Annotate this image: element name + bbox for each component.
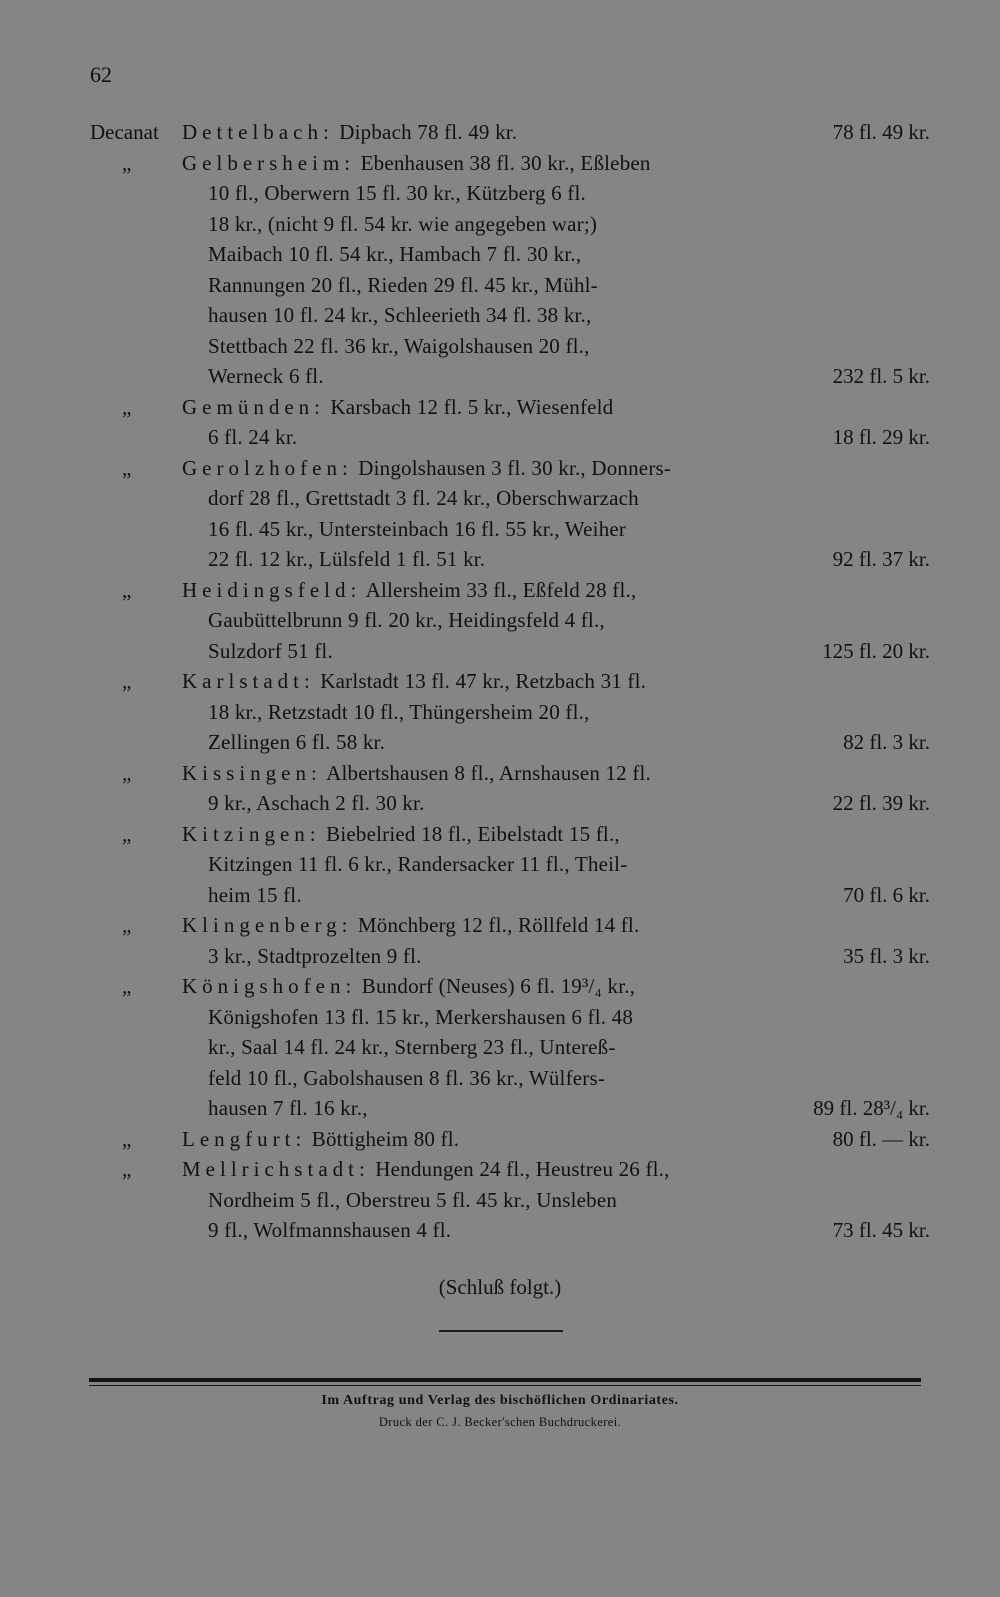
entry-line bbox=[90, 697, 930, 728]
deanery-entry bbox=[90, 1154, 930, 1246]
deanery-entry bbox=[90, 148, 930, 392]
parish-list-text: Mellrichstadt: Hendungen 24 fl., Heustreu 26 fl., bbox=[182, 1157, 670, 1181]
entry-line bbox=[90, 270, 930, 301]
entry-line bbox=[90, 727, 930, 758]
entry-line bbox=[90, 1154, 930, 1185]
parish-list-text: 3 kr., Stadtprozelten 9 fl. bbox=[208, 943, 422, 968]
parish-list-text: 9 fl., Wolfmannshausen 4 fl. bbox=[208, 1218, 452, 1242]
entry-line bbox=[90, 910, 930, 941]
entry-line bbox=[90, 453, 930, 484]
deanery-total: 80 fl. — kr. bbox=[832, 1126, 930, 1151]
deanery-name: Karlstadt: bbox=[182, 669, 315, 693]
parish-list-text: 18 kr., (nicht 9 fl. 54 kr. wie angegeben war;) bbox=[208, 211, 598, 236]
deanery-prefix: „ bbox=[122, 760, 132, 785]
deanery-entry bbox=[90, 758, 930, 819]
parish-list-text: Klingenberg: Mönchberg 12 fl., Röllfeld 14 fl. bbox=[182, 913, 640, 937]
entry-line bbox=[90, 1215, 930, 1246]
continued-note: (Schluß folgt.) bbox=[438, 1275, 562, 1299]
deanery-total: 35 fl. 3 kr. bbox=[843, 943, 930, 968]
entry-line bbox=[90, 361, 930, 392]
entry-line bbox=[90, 758, 930, 789]
entry-line bbox=[90, 331, 930, 362]
deanery-entry bbox=[90, 392, 930, 453]
parish-list-text: 6 fl. 24 kr. bbox=[208, 425, 298, 449]
parish-list-text: heim 15 fl. bbox=[208, 882, 302, 907]
parish-list-text: 18 kr., Retzstadt 10 fl., Thüngersheim 20 fl., bbox=[208, 699, 590, 724]
parish-list-text: Lengfurt: Böttigheim 80 fl. bbox=[182, 1126, 460, 1151]
parish-list-text: 16 fl. 45 kr., Untersteinbach 16 fl. 55 kr., Weiher bbox=[208, 516, 627, 541]
parish-list-text: dorf 28 fl., Grettstadt 3 fl. 24 kr., Oberschwarzach bbox=[208, 486, 639, 510]
parish-list-text: Kitzingen 11 fl. 6 kr., Randersacker 11 fl., Theil- bbox=[208, 852, 628, 876]
parish-list-text: 22 fl. 12 kr., Lülsfeld 1 fl. 51 kr. bbox=[208, 547, 486, 571]
deanery-name: Gelbersheim: bbox=[182, 150, 356, 175]
entry-line bbox=[90, 178, 930, 209]
parish-list-text: Gerolzhofen: Dingolshausen 3 fl. 30 kr., Donners- bbox=[182, 455, 672, 480]
deanery-prefix: Decanat bbox=[90, 120, 159, 144]
entry-line bbox=[90, 819, 930, 850]
deanery-entry bbox=[90, 819, 930, 911]
imprint-printer: Druck der C. J. Becker'schen Buchdruckerei. bbox=[378, 1415, 622, 1429]
deanery-entry bbox=[90, 971, 930, 1124]
parish-list-text: Zellingen 6 fl. 58 kr. bbox=[208, 730, 386, 754]
deanery-total: 82 fl. 3 kr. bbox=[843, 730, 930, 754]
short-rule bbox=[439, 1330, 563, 1332]
deanery-prefix: „ bbox=[122, 669, 132, 693]
deanery-entry bbox=[90, 117, 930, 148]
entry-line bbox=[90, 483, 930, 514]
entry-line bbox=[90, 880, 930, 911]
parish-list-text: Königshofen: Bundorf (Neuses) 6 fl. 19³/₄ kr., bbox=[182, 974, 636, 998]
entry-line bbox=[90, 544, 930, 575]
deanery-total: 70 fl. 6 kr. bbox=[843, 882, 930, 907]
entry-line bbox=[90, 148, 930, 179]
parish-list-text: Rannungen 20 fl., Rieden 29 fl. 45 kr., Mühl- bbox=[208, 272, 598, 297]
entry-line bbox=[90, 514, 930, 545]
deanery-prefix: „ bbox=[122, 821, 132, 846]
parish-list-text: Gaubüttelbrunn 9 fl. 20 kr., Heidingsfeld 4 fl., bbox=[208, 608, 605, 632]
deanery-total: 78 fl. 49 kr. bbox=[832, 120, 930, 144]
entry-line bbox=[90, 422, 930, 453]
entry-line bbox=[90, 1093, 930, 1124]
deanery-total: 18 fl. 29 kr. bbox=[832, 425, 930, 449]
deanery-name: Lengfurt: bbox=[182, 1126, 307, 1151]
entry-line bbox=[90, 1032, 930, 1063]
parish-list-text: hausen 10 fl. 24 kr., Schleerieth 34 fl. 38 kr., bbox=[208, 303, 592, 327]
deanery-total: 125 fl. 20 kr. bbox=[822, 638, 930, 663]
entry-line bbox=[90, 941, 930, 972]
parish-list-text: Gemünden: Karsbach 12 fl. 5 kr., Wiesenfeld bbox=[182, 394, 614, 419]
deanery-name: Klingenberg: bbox=[182, 913, 353, 937]
entry-line bbox=[90, 636, 930, 667]
entry-line bbox=[90, 575, 930, 606]
entry-line bbox=[90, 239, 930, 270]
deanery-prefix: „ bbox=[122, 577, 132, 602]
deanery-name: Königshofen: bbox=[182, 974, 357, 998]
parish-list-text: hausen 7 fl. 16 kr., bbox=[208, 1096, 368, 1120]
imprint-publisher: Im Auftrag und Verlag des bischöflichen Ordinariates. bbox=[321, 1393, 679, 1408]
entry-line bbox=[90, 971, 930, 1002]
deanery-prefix: „ bbox=[122, 1126, 132, 1151]
parish-list-text: Königshofen 13 fl. 15 kr., Merkershausen 6 fl. 48 bbox=[208, 1004, 634, 1029]
parish-list-text: Kissingen: Albertshausen 8 fl., Arnshausen 12 fl. bbox=[182, 760, 652, 785]
deanery-name: Dettelbach: bbox=[182, 120, 334, 144]
parish-list-text: Heidingsfeld: Allersheim 33 fl., Eßfeld 28 fl., bbox=[182, 577, 637, 602]
deanery-total: 89 fl. 28³/₄ kr. bbox=[813, 1096, 930, 1120]
deanery-name: Kitzingen: bbox=[182, 821, 321, 846]
entry-line bbox=[90, 1124, 930, 1155]
parish-list-text: Dettelbach: Dipbach 78 fl. 49 kr. bbox=[182, 120, 518, 144]
deanery-prefix: „ bbox=[122, 150, 132, 175]
deanery-entry bbox=[90, 575, 930, 667]
deanery-prefix: „ bbox=[122, 1157, 132, 1181]
deanery-entry bbox=[90, 1124, 930, 1155]
deanery-name: Gemünden: bbox=[182, 394, 325, 419]
page-number: 62 bbox=[90, 62, 112, 87]
entry-line bbox=[90, 666, 930, 697]
footer-rule-thick bbox=[89, 1378, 921, 1382]
deanery-prefix: „ bbox=[122, 394, 132, 419]
deanery-prefix: „ bbox=[122, 455, 132, 480]
entry-line bbox=[90, 605, 930, 636]
parish-list-text: Nordheim 5 fl., Oberstreu 5 fl. 45 kr., Unsleben bbox=[208, 1187, 618, 1212]
entry-line bbox=[90, 788, 930, 819]
parish-list-text: 9 kr., Aschach 2 fl. 30 kr. bbox=[208, 791, 425, 815]
entry-line bbox=[90, 1185, 930, 1216]
entry-line bbox=[90, 209, 930, 240]
deanery-total: 73 fl. 45 kr. bbox=[832, 1218, 930, 1242]
parish-list-text: feld 10 fl., Gabolshausen 8 fl. 36 kr., Wülfers- bbox=[208, 1065, 606, 1090]
parish-list-text: Werneck 6 fl. bbox=[208, 364, 324, 388]
deanery-name: Kissingen: bbox=[182, 760, 322, 785]
deanery-name: Heidingsfeld: bbox=[182, 577, 362, 602]
entry-line bbox=[90, 849, 930, 880]
deanery-total: 232 fl. 5 kr. bbox=[832, 364, 930, 388]
deanery-total: 22 fl. 39 kr. bbox=[832, 791, 930, 815]
parish-list-text: kr., Saal 14 fl. 24 kr., Sternberg 23 fl., Untereß- bbox=[208, 1035, 616, 1059]
deanery-name: Gerolzhofen: bbox=[182, 455, 353, 480]
parish-list-text: Gelbersheim: Ebenhausen 38 fl. 30 kr., Eßleben bbox=[182, 150, 651, 175]
entry-line bbox=[90, 300, 930, 331]
entry-line bbox=[90, 117, 930, 148]
deanery-entry bbox=[90, 666, 930, 758]
parish-list-text: Karlstadt: Karlstadt 13 fl. 47 kr., Retzbach 31 fl. bbox=[182, 669, 647, 693]
deanery-prefix: „ bbox=[122, 974, 132, 998]
deanery-entry bbox=[90, 453, 930, 575]
entry-line bbox=[90, 1063, 930, 1094]
entry-line bbox=[90, 1002, 930, 1033]
entry-line bbox=[90, 392, 930, 423]
parish-list-text: Sulzdorf 51 fl. bbox=[208, 638, 333, 663]
parish-list-text: Kitzingen: Biebelried 18 fl., Eibelstadt 15 fl., bbox=[182, 821, 620, 846]
deanery-entry bbox=[90, 910, 930, 971]
footer-rule-thin bbox=[89, 1385, 921, 1386]
deanery-total: 92 fl. 37 kr. bbox=[832, 547, 930, 571]
parish-list-text: 10 fl., Oberwern 15 fl. 30 kr., Kützberg 6 fl. bbox=[208, 181, 586, 205]
deanery-name: Mellrichstadt: bbox=[182, 1157, 370, 1181]
deanery-prefix: „ bbox=[122, 913, 132, 937]
deanery-list bbox=[90, 117, 930, 1246]
parish-list-text: Stettbach 22 fl. 36 kr., Waigolshausen 20 fl., bbox=[208, 333, 590, 358]
parish-list-text: Maibach 10 fl. 54 kr., Hambach 7 fl. 30 kr., bbox=[208, 242, 582, 266]
